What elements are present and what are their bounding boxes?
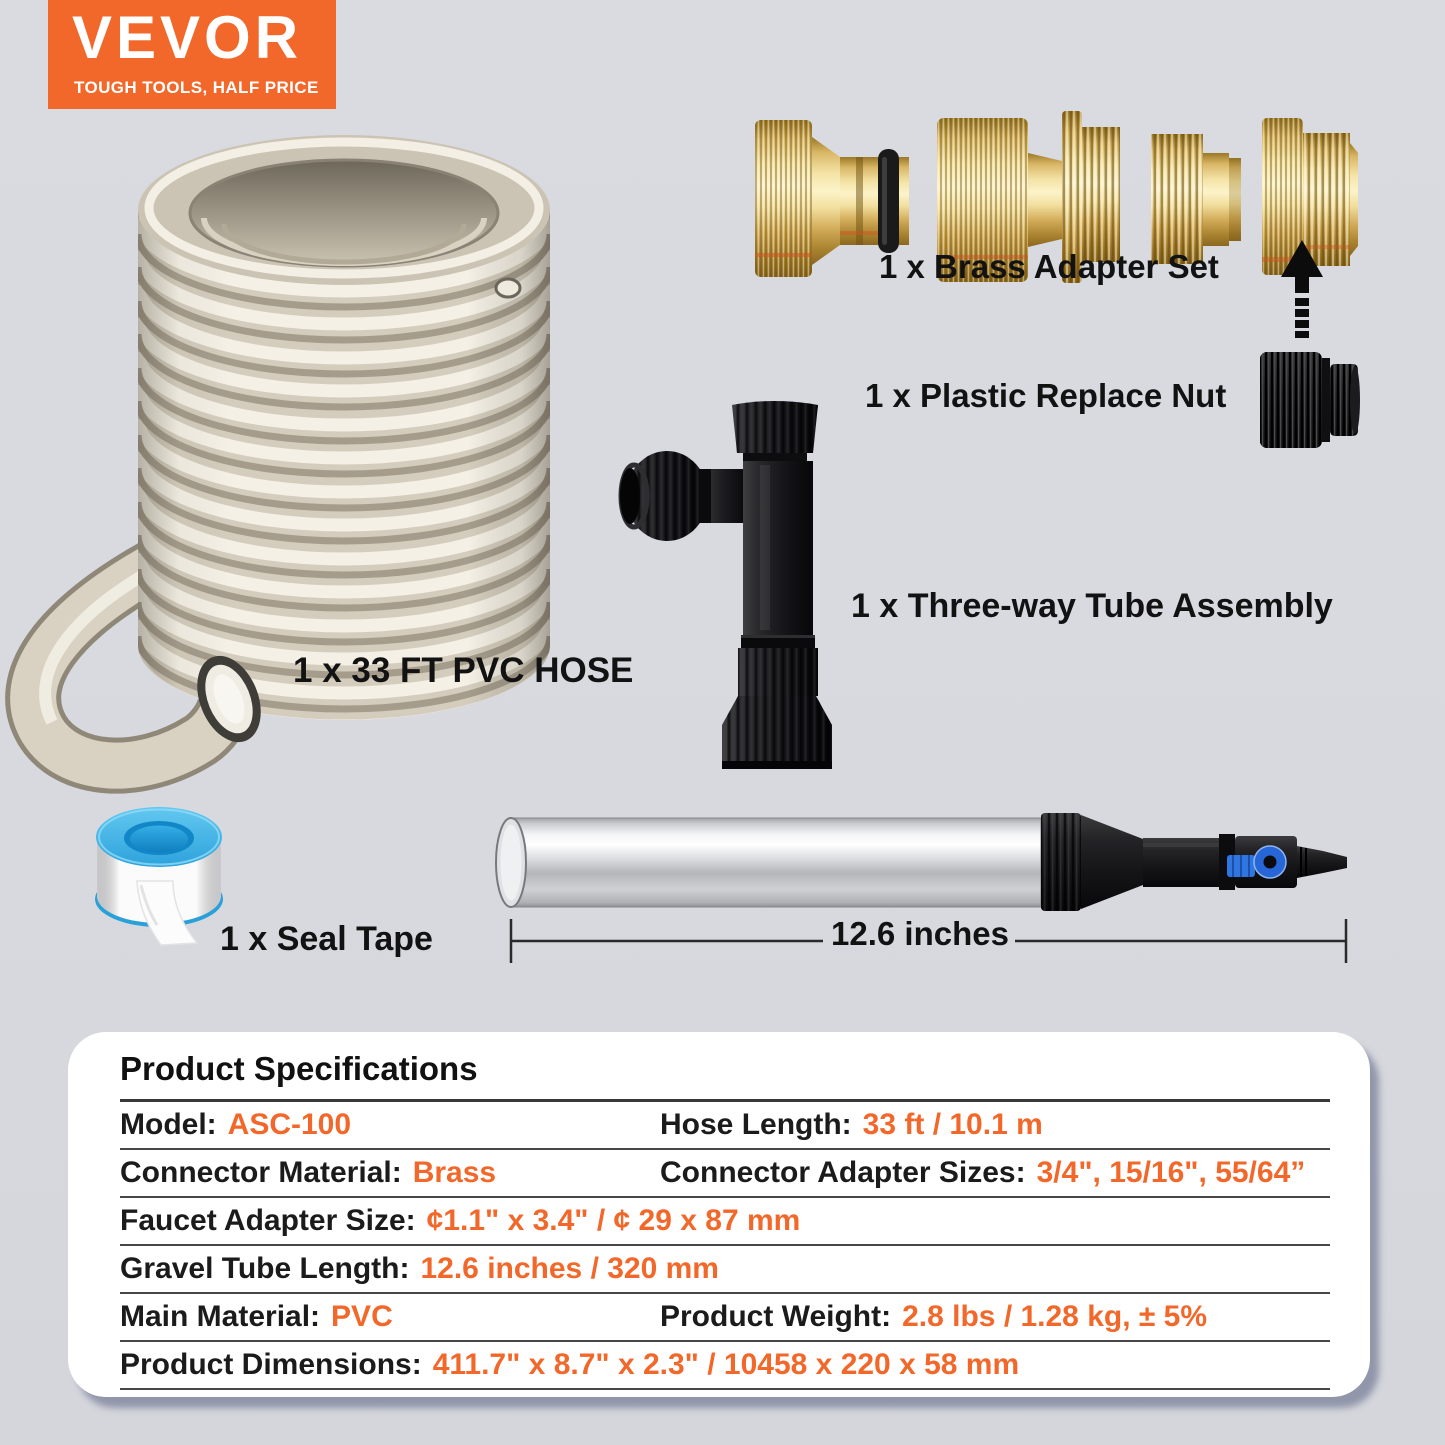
spec-value: 33 ft / 10.1 m (862, 1108, 1043, 1141)
brass-adapter-set-label: 1 x Brass Adapter Set (879, 248, 1219, 285)
spec-value: 12.6 inches / 320 mm (420, 1252, 719, 1285)
spec-label: Connector Material: (120, 1156, 402, 1189)
pvc-hose-coil-image (0, 118, 600, 798)
spec-value: ASC-100 (227, 1108, 352, 1141)
seal-tape-label: 1 x Seal Tape (220, 920, 433, 958)
three-way-tube-label: 1 x Three-way Tube Assembly (851, 587, 1333, 625)
spec-label: Model: (120, 1108, 217, 1141)
bottom-bell (722, 696, 832, 769)
spec-value: 3/4", 15/16", 55/64” (1036, 1156, 1306, 1189)
spec-row-model (120, 1102, 1330, 1150)
spec-label: Main Material: (120, 1300, 321, 1333)
hose-inner-end (496, 279, 520, 297)
spec-value: Brass (412, 1156, 497, 1189)
top-cap (732, 401, 818, 465)
spec-row-dimensions (120, 1342, 1330, 1390)
hose-label: 1 x 33 FT PVC HOSE (293, 651, 634, 690)
spec-row-material-weight (120, 1294, 1330, 1342)
spec-label: Hose Length: (660, 1108, 852, 1141)
spec-label: Product Dimensions: (120, 1348, 422, 1381)
brand-name: VEVOR (72, 4, 303, 71)
product-specifications-panel (68, 1032, 1370, 1397)
three-way-tube-image (610, 395, 845, 780)
spec-value: 411.7" x 8.7" x 2.3" / 10458 x 220 x 58 mm (432, 1348, 1020, 1381)
specs-title: Product Specifications (120, 1046, 1330, 1102)
clear-tube (496, 818, 1041, 907)
gravel-tube-dimension-label: 12.6 inches (831, 915, 1009, 952)
spec-label: Gravel Tube Length: (120, 1252, 410, 1285)
spec-value: 2.8 lbs / 1.28 kg, ± 5% (902, 1300, 1208, 1333)
spec-value: ¢1.1" x 3.4" / ¢ 29 x 87 mm (426, 1204, 801, 1237)
spec-value: PVC (331, 1300, 393, 1333)
spec-label: Faucet Adapter Size: (120, 1204, 416, 1237)
spec-row-gravel-tube (120, 1246, 1330, 1294)
spec-row-connector (120, 1150, 1330, 1198)
left-branch-nut (620, 451, 750, 541)
main-body (738, 461, 818, 696)
spec-label: Product Weight: (660, 1300, 892, 1333)
plastic-replace-nut-label: 1 x Plastic Replace Nut (865, 377, 1227, 414)
vevor-logo (48, 0, 336, 109)
brand-tagline: TOUGH TOOLS, HALF PRICE (74, 78, 319, 97)
plastic-replace-nut-image (1258, 346, 1362, 454)
spec-label: Connector Adapter Sizes: (660, 1156, 1026, 1189)
valve-head (1041, 813, 1347, 911)
brass-adapter-3 (1151, 134, 1241, 264)
arrow-up-icon (1281, 240, 1323, 338)
spec-row-faucet (120, 1198, 1330, 1246)
